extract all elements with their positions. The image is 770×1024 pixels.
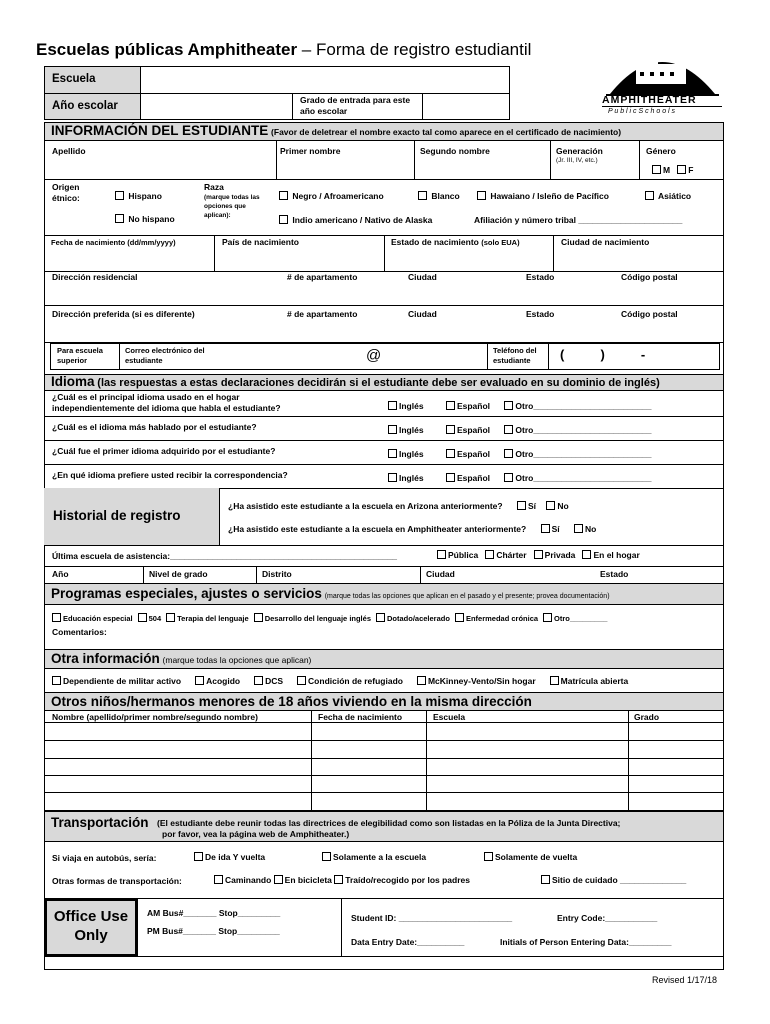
pref-apt-label: # de apartamento (287, 309, 358, 319)
student-id-field[interactable]: Student ID: ________________________ (351, 913, 513, 923)
student-info-note: (Favor de deletrear el nombre exacto tal como aparece en el certificado de nacimiento) (271, 127, 622, 137)
non-hispanic-checkbox[interactable] (115, 214, 124, 223)
arizona-yes-checkbox[interactable] (517, 501, 526, 510)
bus-round-option: De ida Y vuelta (194, 852, 265, 862)
birth-country-label: País de nacimiento (222, 237, 299, 247)
pm-bus-field[interactable]: PM Bus#_______ Stop_________ (147, 926, 280, 936)
q3-other-checkbox[interactable] (504, 449, 513, 458)
program-checkbox[interactable] (52, 613, 61, 622)
non-hispanic-option: No hispano (115, 214, 175, 224)
dob-label: Fecha de nacimiento (dd/mm/yyyy) (51, 238, 176, 247)
programs-title: Programas especiales, ajustes o servicios (51, 586, 322, 601)
school-label: Escuela (52, 73, 96, 85)
other-info-option: Matrícula abierta (550, 676, 629, 686)
q3-spanish-checkbox[interactable] (446, 449, 455, 458)
other-info-option: Dependiente de militar activo (52, 676, 181, 686)
amphi-no-checkbox[interactable] (574, 524, 583, 533)
q3-english-checkbox[interactable] (388, 449, 397, 458)
care-option: Sitio de cuidado ______________ (541, 875, 686, 885)
program-checkbox[interactable] (543, 613, 552, 622)
hispanic-checkbox[interactable] (115, 191, 124, 200)
school-year-field[interactable] (142, 94, 292, 119)
language-q2: ¿Cuál es el idioma más hablado por el estudiante? (52, 422, 257, 432)
language-q4-options: Inglés Español Otro_________________________ (388, 473, 652, 483)
q4-english-checkbox[interactable] (388, 473, 397, 482)
black-option: Negro / Afroamericano (279, 191, 384, 201)
charter-checkbox[interactable] (485, 550, 494, 559)
school-field[interactable] (142, 67, 509, 92)
gender-label: Género (646, 146, 676, 156)
language-q3-options: Inglés Español Otro_________________________ (388, 449, 652, 459)
programs-note: (marque todas las opciones que aplican en el pasado y el presente; provea documentación) (324, 593, 610, 600)
return-checkbox[interactable] (484, 852, 493, 861)
revision-date: Revised 1/17/18 (652, 975, 718, 985)
grade-entry-field[interactable] (423, 94, 509, 119)
middle-name-label: Segundo nombre (420, 146, 490, 156)
program-option: Enfermedad crónica (455, 614, 538, 623)
hs-email-label: Para escuela superior (57, 346, 103, 365)
zip-label: Código postal (621, 272, 678, 282)
asian-checkbox[interactable] (645, 191, 654, 200)
history-q1: ¿Ha asistido este estudiante a la escuela en Arizona anteriormente? Sí No (228, 501, 569, 511)
q2-english-checkbox[interactable] (388, 425, 397, 434)
transport-note-1: (El estudiante debe reunir todas las directrices de elegibilidad como son listadas en la Póliza de la Junta Directiva; (157, 818, 621, 828)
grade-entry-label: Grado de entrada para este año escolar (300, 95, 411, 116)
other-info-option: Acogido (195, 676, 240, 686)
hawaiian-option: Hawaiano / Isleño de Pacífico (477, 191, 609, 201)
form-title (36, 40, 531, 60)
other-info-note: (marque todas la opciones que aplican) (162, 655, 312, 665)
siblings-col-grade: Grado (634, 712, 660, 722)
programs-comments-label: Comentarios: (52, 627, 107, 637)
student-info-title: INFORMACIÓN DEL ESTUDIANTE (51, 123, 269, 138)
transport-note-2: por favor, vea la página web de Amphitheater.) (162, 829, 350, 839)
language-title: Idioma (51, 374, 95, 389)
city-label: Ciudad (408, 272, 437, 282)
apt-label: # de apartamento (287, 272, 358, 282)
am-bus-field[interactable]: AM Bus#_______ Stop_________ (147, 908, 281, 918)
language-q4: ¿En qué idioma prefiere usted recibir la correspondencia? (52, 470, 288, 480)
language-q1: ¿Cuál es el principal idioma usado en el hogar independientemente del idioma que habla el estudiante? (52, 392, 281, 413)
hispanic-option: Hispano (115, 191, 162, 201)
office-use-title: Office Use Only (53, 908, 129, 944)
programs-options (52, 613, 612, 623)
title-dash: – (297, 40, 316, 59)
other-info-checkbox[interactable] (254, 676, 263, 685)
other-info-option: McKinney-Vento/Sin hogar (417, 676, 536, 686)
asian-option: Asiático (645, 191, 691, 201)
q1-english-checkbox[interactable] (388, 401, 397, 410)
tribal-affiliation-field[interactable]: Afiliación y número tribal ______________________ (474, 215, 683, 225)
bike-checkbox[interactable] (274, 875, 283, 884)
other-transport-options: Caminando En bicicleta Traído/recogido por los padres (214, 875, 470, 885)
q1-spanish-checkbox[interactable] (446, 401, 455, 410)
bus-to-school-option: Solamente a la escuela (322, 852, 426, 862)
other-transport-label: Otras formas de transportación: (52, 876, 182, 886)
amphitheater-logo (600, 40, 725, 120)
history-state-label: Estado (600, 569, 629, 579)
history-title: Historial de registro (53, 508, 181, 523)
school-type-options: Pública Chárter Privada En el hogar (437, 550, 640, 560)
pref-zip-label: Código postal (621, 309, 678, 319)
siblings-title: Otros niños/hermanos menores de 18 años viviendo en la misma dirección (51, 694, 532, 709)
logo-building-icon (600, 40, 725, 96)
care-checkbox[interactable] (541, 875, 550, 884)
program-checkbox[interactable] (455, 613, 464, 622)
office-use-box (44, 898, 724, 957)
public-checkbox[interactable] (437, 550, 446, 559)
birth-city-label: Ciudad de nacimiento (561, 237, 650, 247)
bus-return-option: Solamente de vuelta (484, 852, 577, 862)
other-info-option: DCS (254, 676, 283, 686)
q4-other-checkbox[interactable] (504, 473, 513, 482)
other-info-options (52, 676, 642, 686)
school-year-label: Año escolar (52, 100, 118, 112)
phone-field[interactable]: ( ) - (560, 347, 646, 362)
q2-spanish-checkbox[interactable] (446, 425, 455, 434)
other-info-checkbox[interactable] (417, 676, 426, 685)
language-note: (las respuestas a estas declaraciones decidirán si el estudiante debe ser evaluado en su dominio de inglés) (97, 377, 660, 389)
white-option: Blanco (418, 191, 460, 201)
siblings-col-dob: Fecha de nacimiento (318, 712, 403, 722)
native-option: Indio americano / Nativo de Alaska (279, 215, 432, 225)
initials-field[interactable]: Initials of Person Entering Data:_________ (500, 937, 672, 947)
language-q1-options: Inglés Español Otro_________________________ (388, 401, 652, 411)
language-q2-options: Inglés Español Otro_________________________ (388, 425, 652, 435)
phone-label: Teléfono del estudiante (493, 346, 537, 365)
history-year-label: Año (52, 569, 69, 579)
first-name-label: Primer nombre (280, 146, 341, 156)
parents-checkbox[interactable] (334, 875, 343, 884)
q1-other-checkbox[interactable] (504, 401, 513, 410)
program-checkbox[interactable] (166, 613, 175, 622)
entry-date-field[interactable]: Data Entry Date:__________ (351, 937, 465, 947)
to-school-checkbox[interactable] (322, 852, 331, 861)
program-option: 504 (138, 614, 162, 623)
other-info-option: Condición de refugiado (297, 676, 403, 686)
sibling-row[interactable] (44, 759, 724, 775)
email-at-symbol[interactable]: @ (366, 347, 382, 364)
last-school-field[interactable]: Última escuela de asistencia:________________________________________________ (52, 551, 398, 561)
siblings-table (44, 711, 724, 811)
arizona-no-checkbox[interactable] (546, 501, 555, 510)
generation-hint: (Jr. III, IV, etc.) (556, 157, 598, 164)
sibling-row[interactable] (44, 776, 724, 792)
last-name-label: Apellido (52, 146, 86, 156)
race-hint: (marque todas las opciones que aplican): (204, 194, 260, 219)
round-trip-checkbox[interactable] (194, 852, 203, 861)
history-district-label: Distrito (262, 569, 292, 579)
white-checkbox[interactable] (418, 191, 427, 200)
program-option: Otro_________ (543, 614, 607, 623)
home-checkbox[interactable] (582, 550, 591, 559)
address-label: Dirección residencial (52, 272, 138, 282)
black-checkbox[interactable] (279, 191, 288, 200)
other-info-checkbox[interactable] (195, 676, 204, 685)
logo-name: AMPHITHEATER (602, 94, 697, 106)
siblings-col-school: Escuela (433, 712, 466, 722)
generation-label: Generación (556, 146, 603, 156)
program-checkbox[interactable] (376, 613, 385, 622)
ethnic-label: Origen étnico: (52, 182, 80, 203)
private-checkbox[interactable] (534, 550, 543, 559)
gender-m-checkbox[interactable] (652, 165, 661, 174)
program-checkbox[interactable] (138, 613, 147, 622)
amphi-yes-checkbox[interactable] (541, 524, 550, 533)
race-label: Raza (204, 182, 224, 192)
other-info-title: Otra información (51, 651, 160, 666)
hawaiian-checkbox[interactable] (477, 191, 486, 200)
sibling-row[interactable] (44, 793, 724, 810)
state-label: Estado (526, 272, 555, 282)
pref-state-label: Estado (526, 309, 555, 319)
history-grade-label: Nivel de grado (149, 569, 208, 579)
title-rest: Forma de registro estudiantil (315, 40, 532, 59)
walking-checkbox[interactable] (214, 875, 223, 884)
pref-address-label: Dirección preferida (si es diferente) (52, 309, 195, 319)
program-checkbox[interactable] (254, 613, 263, 622)
pref-city-label: Ciudad (408, 309, 437, 319)
email-label: Correo electrónico del estudiante (125, 346, 205, 365)
entry-code-field[interactable]: Entry Code:___________ (557, 913, 658, 923)
sibling-row[interactable] (44, 723, 724, 740)
native-checkbox[interactable] (279, 215, 288, 224)
q2-other-checkbox[interactable] (504, 425, 513, 434)
program-option: Educación especial (52, 614, 133, 623)
program-option: Desarrollo del lenguaje inglés (254, 614, 371, 623)
logo-subtitle: P u b l i c S c h o o l s (608, 108, 676, 115)
history-city-label: Ciudad (426, 569, 455, 579)
sibling-row[interactable] (44, 741, 724, 758)
history-q2: ¿Ha asistido este estudiante a la escuela en Amphitheater anteriormente? Sí No (228, 524, 597, 534)
transport-title: Transportación (51, 815, 149, 830)
program-option: Terapia del lenguaje (166, 614, 249, 623)
siblings-col-name: Nombre (apellido/primer nombre/segundo nombre) (52, 712, 258, 722)
other-info-checkbox[interactable] (550, 676, 559, 685)
bus-label: Si viaja en autobús, sería: (52, 853, 157, 863)
other-info-checkbox[interactable] (297, 676, 306, 685)
gender-options: M F (652, 165, 693, 175)
language-q3: ¿Cuál fue el primer idioma adquirido por el estudiante? (52, 446, 276, 456)
q4-spanish-checkbox[interactable] (446, 473, 455, 482)
title-bold: Escuelas públicas Amphitheater (36, 40, 298, 59)
birth-state-label: Estado de nacimiento (solo EUA) (391, 237, 520, 247)
gender-f-checkbox[interactable] (677, 165, 686, 174)
other-info-checkbox[interactable] (52, 676, 61, 685)
program-option: Dotado/acelerado (376, 614, 450, 623)
